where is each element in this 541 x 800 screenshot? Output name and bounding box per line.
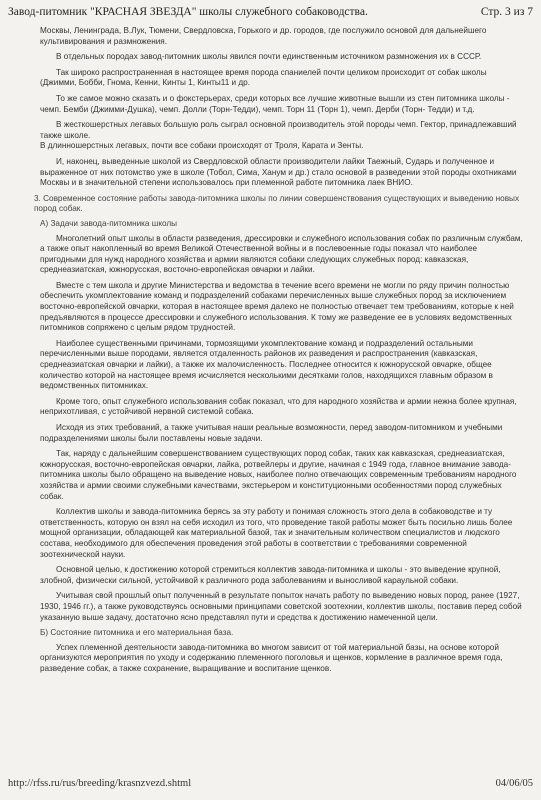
paragraph: Учитывая свой прошлый опыт полученный в результате попыток начать работу по выведению новых пород, ранее (1927, 1930, 1946 гг.), а также руководствуясь основными принципами советской зоотехнии, коллектив школы, поставив перед собой указанную выше задачу, достаточно ясно представлял пути и средства к достижению намеченной цели.	[40, 591, 522, 622]
paragraph: Так широко распространенная в настоящее время порода спаниелей почти целиком происходит от собак школы (Джимми, Бобби, Гнома, Кенни, Кинты 1, Кинты11 и др.	[40, 67, 487, 88]
paragraph: Коллектив школы и завода-питомника берясь за эту работу и понимая сложность этого дела в собаководстве и ту ответственность, которую он взял на себя исходил из того, что проведение такой работы может быть посильно лишь более мощной организации, обладающей как материальной базой, так и значительным количеством специалистов и людского состава, необходимого для обеспечения проведения этой работы в соответствии с требованиями современной зоотехнической науки.	[40, 507, 513, 559]
paragraph: И, наконец, выведенные школой из Свердловской области производители лайки Таежный, Сударь и полученное и выраженное от них потомство уже в школе (Тобол, Сима, Ханум и др.) стало основой в разведении этой породы охотниками Москвы и в значительной степени использовалось при племенной работе питомника лаек ВНИО.	[40, 156, 517, 188]
paragraph: Москвы, Ленинграда, В.Лук, Тюмени, Свердловска, Горького и др. городов, где послужило основой для дальнейшего культивирования и размножения.	[40, 26, 487, 46]
subsection-heading: Б) Состояние питомника и его материальная база.	[40, 628, 234, 638]
print-date: 04/06/05	[495, 778, 533, 789]
paragraph: То же самое можно сказать и о фокстерьерах, среди которых все лучшие животные вышли из стен питомника школы - чемп. Бемби (Джимми-Душка), чемп. Долли (Торн-Тедди), чемп. Торн 11 (Торн 1), чемп. Дерби (Торн- Тедди) и т.д.	[40, 93, 510, 114]
paragraph: Исходя из этих требований, а также учитывая наши реальные возможности, перед заводом-питомником и учебными подразделениями школы были поставлены новые задачи.	[40, 423, 503, 443]
subsection-heading: А) Задачи завода-питомника школы	[40, 218, 178, 228]
paragraph: Кроме того, опыт служебного использования собак показал, что для народного хозяйства и армии нежна более крупная, неприхотливая, с устойчивой нервной системой собака.	[40, 396, 517, 417]
section-heading: 3. Современное состояние работы завода-питомника школы по линии совершенствования существующих и выведению новых пород собак.	[34, 193, 520, 214]
paragraph: Успех племенной деятельности завода-питомника во многом зависит от той материальной базы, на основе которой организуются мероприятия по уходу и содержанию племенного поголовья и щенков, кормление в различное время года, разведение собак, а также сохранение, выращивание и воспитание щенков.	[40, 642, 503, 673]
paragraph: В отдельных породах завод-питомник школы явился почти единственным источником размножения их в СССР.	[56, 52, 482, 62]
page-footer	[8, 778, 533, 792]
paragraph: Наиболее существенными причинами, тормозящими укомплектование команд и подразделений остальными перечисленными выше породами, является отдаленность районов их разведения и распространения (кавказская, среднеазиатская овчарки и лайки), а также их малочисленность. Последнее относится к южнорусской овчарке, общее количество которой на настоящее время исчисляется несколькими десятками голов, находящихся главным образом в ведомственных питомниках.	[40, 338, 493, 391]
paragraph: Многолетний опыт школы в области разведения, дрессировки и служебного использования собак по различным службам, а также опыт накопленный во время Великой Отечественной войны и в послевоенные годы показал что наиболее пригодными для нужд народного хозяйства и армии являются собаки следующих служебных пород: кавказская, среднеазиатская, южнорусская, восточно-европейская овчарки и лайки.	[40, 233, 523, 275]
page-header	[8, 6, 533, 22]
paragraph: Так, наряду с дальнейшим совершенствованием существующих пород собак, таких как кавказская, среднеазиатская, южнорусская, восточно-европейская овчарки, лайка, ротвейлеры и другие, начиная с 1949 года, главное внимание завода-питомника школы было обращено на выведение новых, наиболее полно отвечающих современным требованиям народного хозяйства и армии своими служебными качествами, экстерьером и конституционными особенностями пород служебных собак.	[40, 449, 517, 501]
source-url: http://rfss.ru/rus/breeding/krasnzvezd.shtml	[8, 778, 192, 789]
paragraph: Вместе с тем школа и другие Министерства и ведомства в течение всего времени не могли по ряду причин полностью обеспечить укомплектование команд и подразделений собаками перечисленных выше служебных пород за исключением восточно-европейской овчарки, которая в настоящее время далеко не полностью отвечает тем требованиям, которые к ней предъявляются в процессе дрессировки и служебного использования. К тому же разведение ее в условиях ведомственных питомников сопряжено с целым рядом трудностей.	[40, 280, 514, 333]
paragraph: Основной целью, к достижению которой стремиться коллектив завода-питомника и школы - это выведение крупной, злобной, физически сильной, устойчивой к различного рода заболеваниям и выносливой караульной собаки.	[40, 565, 501, 585]
paragraph: В жесткошерстных легавых большую роль сыграл основной производитель этой породы чемп. Гектор, принадлежавший также школе. В длинношерстных легавых, почти все собаки происходят от Троля, Карата и Зенты.	[40, 120, 517, 151]
document-title: Завод-питомник "КРАСНАЯ ЗВЕЗДА" школы служебного собаководства.	[8, 6, 368, 18]
page-number: Стр. 3 из 7	[480, 6, 533, 18]
document-body	[34, 26, 523, 679]
